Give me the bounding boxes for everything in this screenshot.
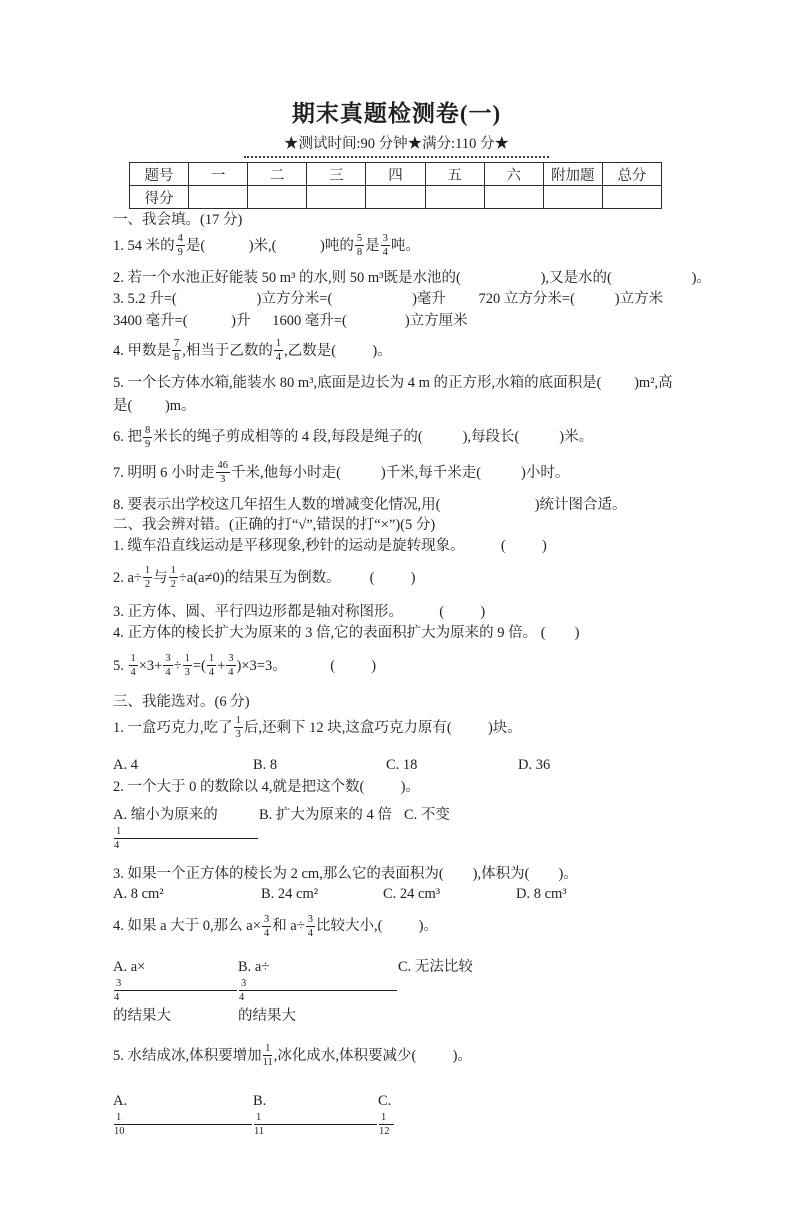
fraction: $\frac{1}{2}$ xyxy=(144,564,151,590)
s3-q3: 3. 如果一个正方体的棱长为 2 cm,那么它的表面积为( ),体积为( )。 xyxy=(113,866,578,883)
score-input-cell xyxy=(543,186,602,209)
option-c: C. 18 xyxy=(386,757,418,774)
s3-q4: 4. 如果 a 大于 0,那么 a× $\frac{3}{4}$ 和 a÷ $\frac{3}{4}$ 比较大小,( )。 xyxy=(113,913,439,939)
exam-body xyxy=(113,212,793,1138)
fraction: 3 4 xyxy=(239,978,397,1003)
s3-q3-options xyxy=(113,886,793,903)
fraction: $\frac{1}{3}$ xyxy=(184,653,190,679)
score-input-cell xyxy=(366,186,425,209)
s3-q5-options xyxy=(113,1089,793,1138)
option-c: C. 1 12 xyxy=(378,1092,395,1137)
s1-q2: 2. 若一个水池正好能装 50 m³ 的水,则 50 m³既是水池的( ),又是水的( )。 xyxy=(113,270,711,287)
s1-q3-line1: 3. 5.2 升=( )立方分米=( )毫升 720 立方分米=( )立方米 xyxy=(113,291,664,308)
score-table-header-row xyxy=(130,163,662,186)
option-b: B. 1 11 xyxy=(253,1089,378,1138)
fraction: 1 11 xyxy=(254,1112,377,1137)
score-col-label: 总分 xyxy=(602,163,661,186)
s3-q2-options xyxy=(113,803,793,852)
s1-q6: 6. 把 $\frac{8}{9}$ 米长的绳子剪成相等的 4 段,每段是绳子的( ),每段长( )米。 xyxy=(113,424,594,450)
exam-meta: ★测试时间:90 分钟★满分:110 分★ xyxy=(244,136,549,158)
score-input-cell xyxy=(484,186,543,209)
section2-heading: 二、我会辨对错。(正确的打“√”,错误的打“×”)(5 分) xyxy=(113,516,436,533)
option-b: B. 扩大为原来的 4 倍 xyxy=(259,807,392,824)
option-a: A. a× 3 4 的结果大 xyxy=(113,955,238,1028)
option-b: B. 8 xyxy=(253,757,278,774)
option-b: B. 24 cm² xyxy=(261,886,319,903)
s3-q1-options xyxy=(113,757,793,774)
option-c: C. 24 cm³ xyxy=(383,886,441,903)
fraction: $\frac{4}{9}$ xyxy=(177,233,183,259)
score-input-cell xyxy=(602,186,661,209)
score-col-label: 题号 xyxy=(130,163,189,186)
score-table-score-row xyxy=(130,186,662,209)
fraction: $\frac{5}{8}$ xyxy=(356,233,363,259)
score-input-cell xyxy=(189,186,248,209)
s3-q1: 1. 一盒巧克力,吃了 $\frac{1}{3}$ 后,还剩下 12 块,这盒巧克力原有( )块。 xyxy=(113,715,522,741)
fraction: $\frac{3}{4}$ xyxy=(307,913,313,939)
score-col-label: 六 xyxy=(484,163,543,186)
section1-heading: 一、我会填。(17 分) xyxy=(113,212,243,228)
s1-q3-line2: 3400 毫升=( )升 1600 毫升=( )立方厘米 xyxy=(113,313,468,330)
fraction: $\frac{3}{4}$ xyxy=(165,653,171,679)
fraction: 1 12 xyxy=(379,1112,394,1137)
s1-q1: 1. 54 米的 $\frac{4}{9}$ 是( )米,( )吨的 $\frac{5}{8}$ 是 $\frac{3}{4}$ 吨。 xyxy=(113,233,420,259)
fraction: $\frac{3}{4}$ xyxy=(382,233,388,259)
score-input-cell xyxy=(248,186,307,209)
score-input-cell xyxy=(425,186,484,209)
score-row-label: 得分 xyxy=(130,186,189,209)
s1-q7: 7. 明明 6 小时走 $\frac{46}{3}$ 千米,他每小时走( )千米,每千米走( )小时。 xyxy=(113,459,570,485)
s1-q8: 8. 要表示出学校这几年招生人数的增减变化情况,用( )统计图合适。 xyxy=(113,496,627,513)
option-d: D. 36 xyxy=(518,757,551,774)
fraction: $\frac{3}{4}$ xyxy=(263,913,270,939)
fraction: $\frac{1}{4}$ xyxy=(275,338,282,364)
section3-heading: 三、我能选对。(6 分) xyxy=(113,694,250,711)
fraction: 1 4 xyxy=(114,826,258,851)
fraction: $\frac{1}{4}$ xyxy=(208,653,215,679)
score-col-label: 三 xyxy=(307,163,366,186)
exam-page xyxy=(0,100,793,1222)
fraction: $\frac{7}{8}$ xyxy=(174,338,180,364)
score-col-label: 二 xyxy=(248,163,307,186)
s2-q5: 5. $\frac{1}{4}$ ×3+ $\frac{3}{4}$ ÷ $\frac{1}{3}$ =( $\frac{1}{4}$ + $\frac{3}{4}$ )×3=3。 ( ) xyxy=(113,653,377,679)
s2-q4: 4. 正方体的棱长扩大为原来的 3 倍,它的表面积扩大为原来的 9 倍。 ( ) xyxy=(113,624,580,641)
score-col-label: 一 xyxy=(189,163,248,186)
fraction: $\frac{1}{11}$ xyxy=(262,1042,273,1068)
s1-q5-line1: 5. 一个长方体水箱,能装水 80 m³,底面是边长为 4 m 的正方形,水箱的底面积是( )m²,高 xyxy=(113,375,673,392)
s3-q4-options xyxy=(113,955,793,1028)
fraction: $\frac{46}{3}$ xyxy=(217,459,228,485)
fraction: $\frac{3}{4}$ xyxy=(228,653,234,679)
s3-q2: 2. 一个大于 0 的数除以 4,就是把这个数( )。 xyxy=(113,779,420,796)
option-a: A. 1 10 xyxy=(113,1089,253,1138)
option-d: D. 8 cm³ xyxy=(516,886,567,903)
s1-q5-line2: 是( )m。 xyxy=(113,398,196,415)
fraction: $\frac{8}{9}$ xyxy=(145,424,151,450)
fraction: 1 10 xyxy=(114,1112,252,1137)
s3-q5: 5. 水结成冰,体积要增加 $\frac{1}{11}$ ,冰化成水,体积要减少( )。 xyxy=(113,1042,472,1068)
option-c: C. 无法比较 xyxy=(398,958,473,975)
s1-q4: 4. 甲数是 $\frac{7}{8}$ ,相当于乙数的 $\frac{1}{4}$ ,乙数是( )。 xyxy=(113,338,392,364)
s2-q3: 3. 正方体、圆、平行四边形都是轴对称图形。 ( ) xyxy=(113,603,486,620)
option-a: A. 4 xyxy=(113,757,138,774)
score-table xyxy=(129,162,662,209)
score-input-cell xyxy=(307,186,366,209)
fraction: $\frac{1}{3}$ xyxy=(235,715,241,741)
option-c: C. 不变 xyxy=(404,807,450,824)
exam-meta-row xyxy=(0,135,793,158)
option-a: A. 8 cm² xyxy=(113,886,164,903)
fraction: $\frac{1}{2}$ xyxy=(170,564,176,590)
fraction: 3 4 xyxy=(114,978,237,1003)
s2-q2: 2. a÷ $\frac{1}{2}$ 与 $\frac{1}{2}$ ÷a(a≠0)的结果互为倒数。 ( ) xyxy=(113,564,416,590)
option-b: B. a÷ 3 4 的结果大 xyxy=(238,955,398,1028)
score-col-label: 四 xyxy=(366,163,425,186)
s2-q1: 1. 缆车沿直线运动是平移现象,秒针的运动是旋转现象。 ( ) xyxy=(113,537,547,554)
fraction: $\frac{1}{4}$ xyxy=(130,653,136,679)
page-title: 期末真题检测卷(一) xyxy=(291,101,502,126)
score-col-label: 附加题 xyxy=(543,163,602,186)
option-a: A. 缩小为原来的 1 4 xyxy=(113,803,259,852)
score-col-label: 五 xyxy=(425,163,484,186)
